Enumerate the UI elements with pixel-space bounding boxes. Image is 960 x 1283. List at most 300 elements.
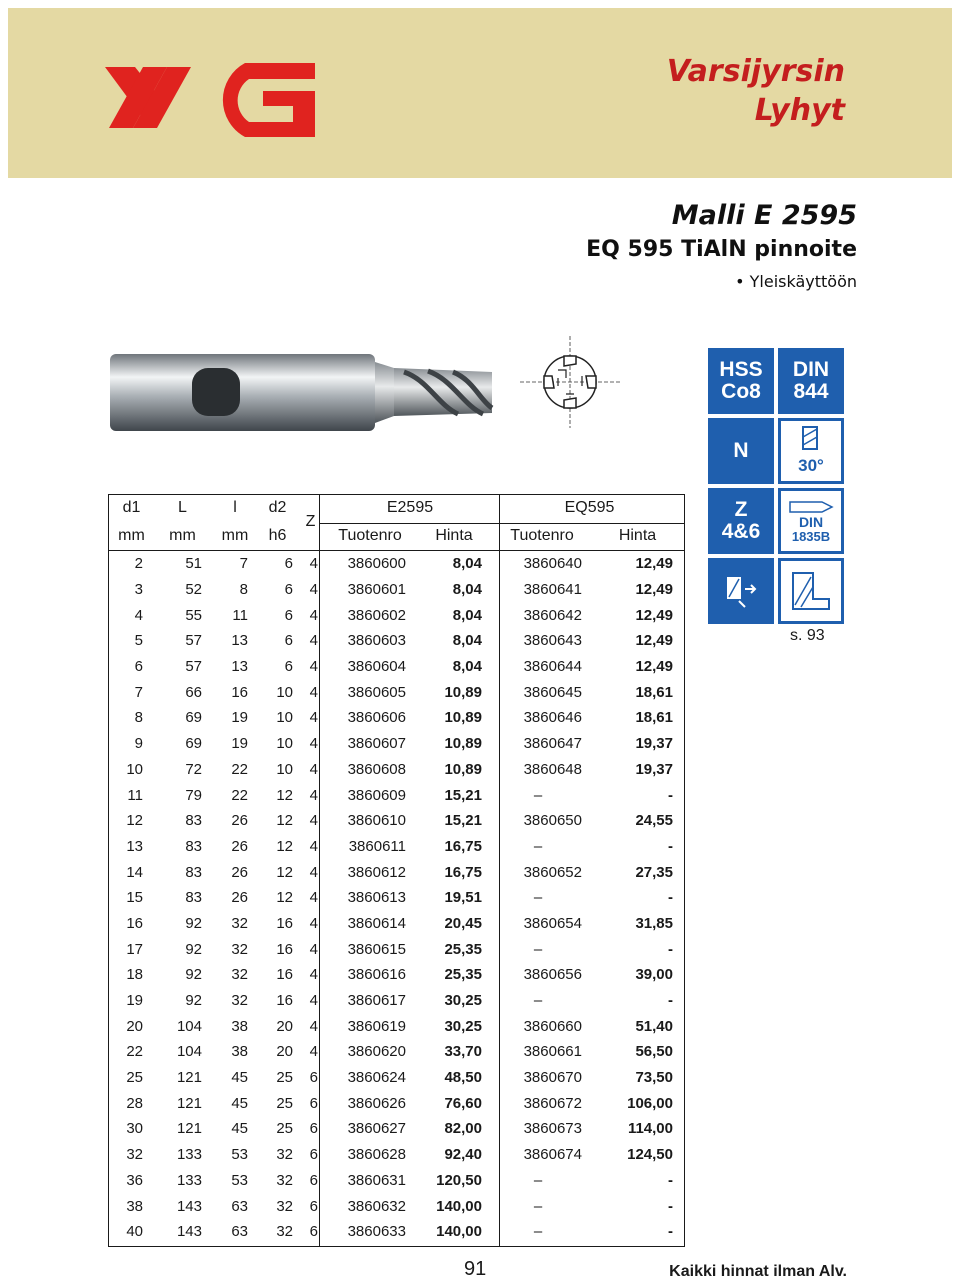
table-row <box>108 705 685 731</box>
din-844-badge <box>778 348 844 414</box>
cell-eq595-hinta: 106,00 <box>627 1094 673 1112</box>
cell-e2595-hinta: 8,04 <box>452 632 482 650</box>
header-eq595-tuotenro: Tuotenro <box>510 527 574 544</box>
cell-z: 4 <box>309 889 318 907</box>
cell-l: 63 <box>231 1223 248 1241</box>
cell-z: 4 <box>309 555 318 573</box>
cell-l: 13 <box>231 658 248 676</box>
cell-L: 92 <box>185 914 202 932</box>
cell-L: 104 <box>176 1043 202 1061</box>
model-name: Malli E 2595 <box>671 200 857 231</box>
cell-L: 121 <box>176 1094 202 1112</box>
cell-d1: 2 <box>134 555 143 573</box>
cell-L: 83 <box>185 837 202 855</box>
end-mill-image <box>108 350 494 435</box>
cell-eq595-tuotenro: 3860645 <box>523 683 582 701</box>
cell-e2595-tuotenro: 3860600 <box>347 555 406 573</box>
table-row <box>108 1116 685 1142</box>
cell-eq595-tuotenro: 3860673 <box>523 1120 582 1138</box>
cell-d1: 12 <box>126 812 143 830</box>
title-line-1: Varsijyrsin <box>666 54 845 89</box>
cell-e2595-hinta: 16,75 <box>444 837 482 855</box>
header-L-unit: mm <box>169 527 196 544</box>
cell-d2: 10 <box>276 683 293 701</box>
cell-d1: 9 <box>134 735 143 753</box>
header-eq595-hinta: Hinta <box>618 527 657 544</box>
cell-z: 4 <box>309 940 318 958</box>
cell-e2595-tuotenro: 3860614 <box>347 914 406 932</box>
cell-d2: 10 <box>276 735 293 753</box>
cell-eq595-tuotenro: – <box>533 1171 543 1189</box>
cell-eq595-tuotenro: 3860660 <box>523 1017 582 1035</box>
cell-d1: 15 <box>126 889 143 907</box>
cell-l: 53 <box>231 1171 248 1189</box>
cell-l: 63 <box>231 1197 248 1215</box>
angle-label: 30° <box>798 456 824 475</box>
z-value-label: 4&6 <box>721 520 761 543</box>
cell-d2: 16 <box>276 940 293 958</box>
table-row <box>108 782 685 808</box>
cell-e2595-tuotenro: 3860611 <box>348 837 406 855</box>
cell-d2: 16 <box>276 992 293 1010</box>
cell-L: 104 <box>176 1017 202 1035</box>
header-d1-unit: mm <box>118 527 145 544</box>
hss-label: HSS <box>719 358 763 381</box>
page-reference: s. 93 <box>790 627 825 644</box>
cell-eq595-tuotenro: – <box>533 1223 543 1241</box>
cell-z: 6 <box>309 1146 318 1164</box>
cell-e2595-hinta: 10,89 <box>444 735 482 753</box>
yg-logo <box>105 55 320 140</box>
cell-e2595-hinta: 92,40 <box>444 1146 482 1164</box>
din-844-label: 844 <box>793 380 829 403</box>
cell-eq595-hinta: 19,37 <box>635 760 673 778</box>
cell-d1: 5 <box>134 632 143 650</box>
cell-e2595-tuotenro: 3860613 <box>347 889 406 907</box>
model-usage-bullet: • Yleiskäyttöön <box>735 272 857 291</box>
cell-l: 22 <box>231 786 248 804</box>
cell-d1: 20 <box>126 1017 143 1035</box>
cell-L: 92 <box>185 966 202 984</box>
cell-L: 133 <box>176 1171 202 1189</box>
header-d2-tolerance: h6 <box>268 527 287 544</box>
cell-e2595-hinta: 10,89 <box>444 683 482 701</box>
header-eq595: EQ595 <box>564 499 615 516</box>
cell-e2595-tuotenro: 3860610 <box>347 812 406 830</box>
cell-L: 55 <box>185 606 202 624</box>
helix-icon <box>797 425 825 455</box>
cell-eq595-hinta: 18,61 <box>635 683 673 701</box>
cell-e2595-tuotenro: 3860624 <box>347 1069 406 1087</box>
hss-co8-badge <box>708 348 774 414</box>
cell-L: 143 <box>176 1197 202 1215</box>
cell-L: 69 <box>185 709 202 727</box>
din-label-2: DIN <box>798 513 824 530</box>
header-d2: d2 <box>268 499 287 516</box>
cell-L: 92 <box>185 992 202 1010</box>
z-badge <box>708 488 774 554</box>
cell-e2595-tuotenro: 3860632 <box>347 1197 406 1215</box>
cell-L: 51 <box>185 555 202 573</box>
divider-eq595 <box>499 494 500 1247</box>
plunge-icon <box>721 571 761 611</box>
cell-d2: 32 <box>276 1171 293 1189</box>
din-1835b-badge <box>778 488 844 554</box>
cell-z: 4 <box>309 812 318 830</box>
n-label: N <box>733 439 749 462</box>
cell-l: 32 <box>231 914 248 932</box>
cell-z: 4 <box>309 658 318 676</box>
shank-icon <box>788 499 834 515</box>
cell-eq595-tuotenro: 3860672 <box>523 1094 582 1112</box>
cell-l: 26 <box>231 863 248 881</box>
cell-d2: 12 <box>276 889 293 907</box>
table-row <box>108 808 685 834</box>
cell-e2595-tuotenro: 3860606 <box>347 709 406 727</box>
cell-l: 53 <box>231 1146 248 1164</box>
cell-L: 133 <box>176 1146 202 1164</box>
shoulder-icon <box>789 569 833 613</box>
cell-eq595-hinta: 114,00 <box>627 1120 673 1138</box>
product-table <box>108 494 685 1245</box>
cell-d2: 20 <box>276 1043 293 1061</box>
cell-L: 72 <box>185 760 202 778</box>
cell-e2595-hinta: 25,35 <box>444 966 482 984</box>
cell-d2: 32 <box>276 1146 293 1164</box>
cell-e2595-hinta: 140,00 <box>436 1197 482 1215</box>
cell-d2: 16 <box>276 966 293 984</box>
cell-L: 92 <box>185 940 202 958</box>
cell-L: 121 <box>176 1069 202 1087</box>
cell-e2595-tuotenro: 3860627 <box>347 1120 406 1138</box>
page-number: 91 <box>464 1258 487 1280</box>
cell-d1: 6 <box>134 658 143 676</box>
cell-z: 4 <box>309 992 318 1010</box>
cell-e2595-tuotenro: 3860603 <box>347 632 406 650</box>
table-row <box>108 577 685 603</box>
cell-eq595-tuotenro: 3860650 <box>523 812 582 830</box>
cell-eq595-hinta: 12,49 <box>635 658 673 676</box>
cell-z: 6 <box>309 1094 318 1112</box>
cell-L: 57 <box>185 632 202 650</box>
cell-L: 69 <box>185 735 202 753</box>
cell-l: 19 <box>231 735 248 753</box>
cell-d2: 16 <box>276 914 293 932</box>
cell-e2595-tuotenro: 3860616 <box>347 966 406 984</box>
table-row <box>108 679 685 705</box>
table-row <box>108 628 685 654</box>
table-row <box>108 1193 685 1219</box>
cell-e2595-tuotenro: 3860612 <box>347 863 406 881</box>
cell-z: 6 <box>309 1223 318 1241</box>
n-badge <box>708 418 774 484</box>
cell-e2595-hinta: 10,89 <box>444 709 482 727</box>
cell-z: 4 <box>309 914 318 932</box>
cell-e2595-hinta: 25,35 <box>444 940 482 958</box>
cell-z: 4 <box>309 581 318 599</box>
cell-z: 4 <box>309 683 318 701</box>
cell-e2595-hinta: 76,60 <box>444 1094 482 1112</box>
cell-l: 8 <box>239 581 248 599</box>
cell-d2: 6 <box>284 658 293 676</box>
cell-z: 6 <box>309 1069 318 1087</box>
cell-e2595-hinta: 33,70 <box>444 1043 482 1061</box>
cell-z: 4 <box>309 632 318 650</box>
cell-d2: 10 <box>276 709 293 727</box>
cell-eq595-tuotenro: 3860642 <box>523 606 582 624</box>
cell-e2595-tuotenro: 3860602 <box>347 606 406 624</box>
cell-eq595-tuotenro: – <box>533 940 543 958</box>
table-row <box>108 962 685 988</box>
model-coating: EQ 595 TiAlN pinnoite <box>586 237 857 262</box>
cell-e2595-tuotenro: 3860608 <box>347 760 406 778</box>
cell-d1: 4 <box>134 606 143 624</box>
table-row <box>108 731 685 757</box>
cell-e2595-tuotenro: 3860628 <box>347 1146 406 1164</box>
cell-e2595-tuotenro: 3860626 <box>347 1094 406 1112</box>
cell-L: 83 <box>185 863 202 881</box>
table-row <box>108 911 685 937</box>
shoulder-badge <box>778 558 844 624</box>
cell-e2595-hinta: 48,50 <box>444 1069 482 1087</box>
cell-d1: 16 <box>126 914 143 932</box>
cell-d2: 25 <box>276 1094 293 1112</box>
cell-d2: 6 <box>284 555 293 573</box>
cell-e2595-hinta: 30,25 <box>444 1017 482 1035</box>
table-row <box>108 551 685 577</box>
cell-eq595-tuotenro: – <box>533 992 543 1010</box>
cell-l: 26 <box>231 889 248 907</box>
cell-z: 4 <box>309 786 318 804</box>
cell-e2595-hinta: 15,21 <box>444 786 482 804</box>
cell-d1: 3 <box>134 581 143 599</box>
cell-e2595-hinta: 140,00 <box>436 1223 482 1241</box>
cell-e2595-hinta: 120,50 <box>436 1171 482 1189</box>
table-row <box>108 1039 685 1065</box>
table-row <box>108 654 685 680</box>
cell-z: 4 <box>309 606 318 624</box>
cell-d2: 12 <box>276 786 293 804</box>
page-title <box>667 52 845 130</box>
cell-eq595-hinta: - <box>668 889 673 907</box>
cell-l: 26 <box>231 837 248 855</box>
price-note: Kaikki hinnat ilman Alv. <box>669 1263 847 1280</box>
table-row <box>108 1168 685 1194</box>
table-row <box>108 988 685 1014</box>
cell-eq595-hinta: 12,49 <box>635 555 673 573</box>
cell-z: 4 <box>309 760 318 778</box>
table-row <box>108 1013 685 1039</box>
cell-d2: 32 <box>276 1223 293 1241</box>
cell-d2: 6 <box>284 606 293 624</box>
cell-eq595-tuotenro: 3860644 <box>523 658 582 676</box>
cell-z: 6 <box>309 1197 318 1215</box>
cell-eq595-hinta: 124,50 <box>627 1146 673 1164</box>
cell-eq595-tuotenro: 3860648 <box>523 760 582 778</box>
cell-l: 32 <box>231 966 248 984</box>
cell-d2: 6 <box>284 632 293 650</box>
cell-eq595-hinta: 56,50 <box>635 1043 673 1061</box>
cell-d1: 10 <box>126 760 143 778</box>
cell-d2: 20 <box>276 1017 293 1035</box>
cell-e2595-hinta: 20,45 <box>444 914 482 932</box>
cell-e2595-hinta: 8,04 <box>452 555 482 573</box>
cell-z: 4 <box>309 709 318 727</box>
cell-e2595-hinta: 8,04 <box>452 658 482 676</box>
cell-e2595-tuotenro: 3860615 <box>347 940 406 958</box>
cell-z: 4 <box>309 1043 318 1061</box>
cell-d1: 40 <box>126 1223 143 1241</box>
cell-eq595-tuotenro: 3860661 <box>523 1043 582 1061</box>
din-1835b-label: 1835B <box>791 528 831 544</box>
cell-d2: 12 <box>276 812 293 830</box>
cell-d1: 28 <box>126 1094 143 1112</box>
cell-e2595-tuotenro: 3860605 <box>347 683 406 701</box>
table-row <box>108 936 685 962</box>
cell-d1: 30 <box>126 1120 143 1138</box>
helix-angle-badge <box>778 418 844 484</box>
cell-l: 45 <box>231 1069 248 1087</box>
cell-d2: 10 <box>276 760 293 778</box>
cell-d1: 25 <box>126 1069 143 1087</box>
divider-subheader <box>319 523 685 524</box>
cell-d1: 32 <box>126 1146 143 1164</box>
cell-d1: 14 <box>126 863 143 881</box>
cell-eq595-tuotenro: – <box>533 889 543 907</box>
cell-eq595-hinta: 12,49 <box>635 606 673 624</box>
header-e2595-hinta: Hinta <box>435 527 473 544</box>
model-block <box>586 198 857 291</box>
cell-l: 7 <box>239 555 248 573</box>
cell-l: 19 <box>231 709 248 727</box>
cell-d1: 7 <box>134 683 143 701</box>
cell-e2595-hinta: 19,51 <box>444 889 482 907</box>
table-row <box>108 859 685 885</box>
cell-d1: 17 <box>126 940 143 958</box>
table-row <box>108 757 685 783</box>
cell-e2595-tuotenro: 3860601 <box>347 581 406 599</box>
header-d1: d1 <box>122 499 141 516</box>
cell-z: 4 <box>309 735 318 753</box>
cell-d1: 36 <box>126 1171 143 1189</box>
cell-L: 66 <box>185 683 202 701</box>
cell-e2595-hinta: 30,25 <box>444 992 482 1010</box>
cell-e2595-hinta: 10,89 <box>444 760 482 778</box>
cell-eq595-hinta: 12,49 <box>635 632 673 650</box>
cell-d2: 12 <box>276 837 293 855</box>
cell-l: 26 <box>231 812 248 830</box>
cell-eq595-tuotenro: 3860640 <box>523 555 582 573</box>
header-l: l <box>233 499 237 516</box>
cell-eq595-hinta: 24,55 <box>635 812 673 830</box>
cell-eq595-hinta: - <box>668 940 673 958</box>
cell-eq595-hinta: - <box>668 837 673 855</box>
cell-l: 16 <box>231 683 248 701</box>
title-line-2: Lyhyt <box>754 93 845 128</box>
table-row <box>108 602 685 628</box>
cell-l: 13 <box>231 632 248 650</box>
cell-z: 4 <box>309 863 318 881</box>
cell-L: 57 <box>185 658 202 676</box>
cell-eq595-tuotenro: 3860654 <box>523 914 582 932</box>
cell-e2595-tuotenro: 3860633 <box>347 1223 406 1241</box>
cell-eq595-tuotenro: 3860647 <box>523 735 582 753</box>
cell-eq595-hinta: 31,85 <box>635 914 673 932</box>
cell-eq595-hinta: - <box>668 992 673 1010</box>
cell-eq595-tuotenro: – <box>533 1197 543 1215</box>
cell-eq595-tuotenro: 3860652 <box>523 863 582 881</box>
cell-e2595-tuotenro: 3860631 <box>347 1171 406 1189</box>
cell-d1: 11 <box>127 786 143 804</box>
cell-eq595-tuotenro: 3860670 <box>523 1069 582 1087</box>
cell-eq595-hinta: - <box>668 1223 673 1241</box>
cell-d2: 25 <box>276 1069 293 1087</box>
table-row <box>108 1090 685 1116</box>
cell-eq595-hinta: - <box>668 1171 673 1189</box>
z-label: Z <box>734 498 748 521</box>
cell-L: 121 <box>176 1120 202 1138</box>
cell-eq595-hinta: 39,00 <box>635 966 673 984</box>
cell-e2595-hinta: 16,75 <box>444 863 482 881</box>
cell-eq595-hinta: 18,61 <box>635 709 673 727</box>
cell-e2595-tuotenro: 3860604 <box>347 658 406 676</box>
cell-eq595-tuotenro: – <box>533 786 543 804</box>
cell-eq595-tuotenro: 3860656 <box>523 966 582 984</box>
cell-e2595-hinta: 82,00 <box>444 1120 482 1138</box>
cell-e2595-tuotenro: 3860609 <box>347 786 406 804</box>
plunge-badge <box>708 558 774 624</box>
header-l-unit: mm <box>221 527 249 544</box>
cell-L: 143 <box>176 1223 202 1241</box>
cell-L: 83 <box>185 812 202 830</box>
cell-l: 45 <box>231 1120 248 1138</box>
cross-section-icon <box>520 336 620 428</box>
cell-z: 4 <box>309 966 318 984</box>
cell-l: 45 <box>231 1094 248 1112</box>
table-row <box>108 885 685 911</box>
cell-L: 83 <box>185 889 202 907</box>
cell-eq595-hinta: - <box>668 786 673 804</box>
table-row <box>108 1142 685 1168</box>
cell-L: 52 <box>185 581 202 599</box>
cell-d2: 25 <box>276 1120 293 1138</box>
cell-d1: 19 <box>126 992 143 1010</box>
cell-e2595-tuotenro: 3860607 <box>347 735 406 753</box>
cell-d1: 13 <box>126 837 143 855</box>
cell-e2595-tuotenro: 3860620 <box>347 1043 406 1061</box>
cell-d2: 12 <box>276 863 293 881</box>
cell-z: 4 <box>309 837 318 855</box>
cell-z: 4 <box>309 1017 318 1035</box>
cell-eq595-tuotenro: 3860674 <box>523 1146 582 1164</box>
header-e2595-tuotenro: Tuotenro <box>338 527 402 544</box>
cell-L: 79 <box>185 786 202 804</box>
cell-eq595-hinta: 51,40 <box>635 1017 673 1035</box>
cell-l: 32 <box>231 992 248 1010</box>
table-row <box>108 1219 685 1245</box>
header-e2595: E2595 <box>386 499 434 516</box>
header-L: L <box>178 499 187 516</box>
cell-d1: 8 <box>134 709 143 727</box>
din-label: DIN <box>792 358 830 381</box>
cell-l: 22 <box>231 760 248 778</box>
header-z: Z <box>305 513 316 530</box>
cell-e2595-tuotenro: 3860617 <box>347 992 406 1010</box>
cell-eq595-tuotenro: 3860646 <box>523 709 582 727</box>
cell-l: 38 <box>231 1017 248 1035</box>
cell-eq595-hinta: - <box>668 1197 673 1215</box>
cell-d1: 22 <box>126 1043 143 1061</box>
